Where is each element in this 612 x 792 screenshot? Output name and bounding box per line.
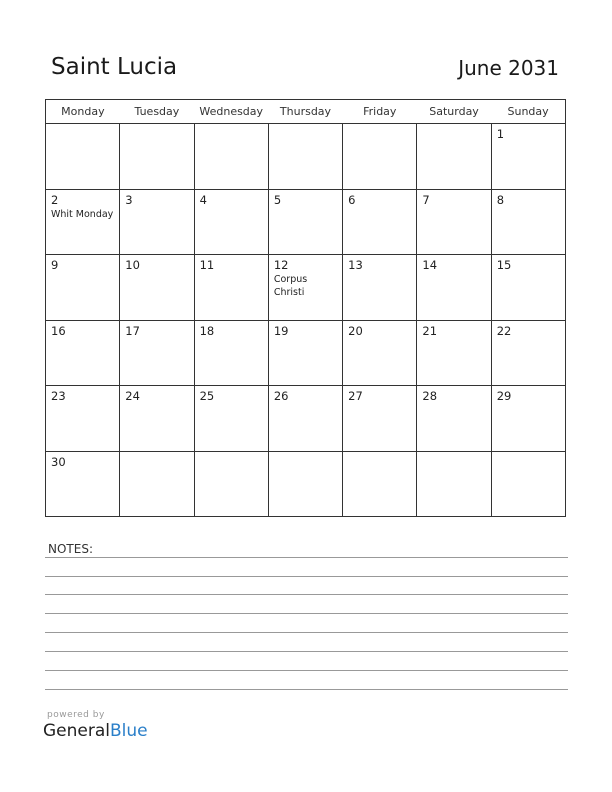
- note-line: [45, 576, 568, 577]
- day-number: 1: [496, 127, 505, 141]
- day-cell: [268, 255, 342, 321]
- day-cell: [343, 451, 417, 517]
- note-line: [45, 613, 568, 614]
- day-number: 25: [199, 389, 215, 403]
- day-number: 2: [51, 192, 59, 207]
- weekday-header: Friday: [343, 100, 417, 124]
- day-number: 27: [348, 389, 363, 403]
- day-number: 12: [273, 258, 289, 272]
- note-line: [45, 670, 568, 671]
- note-line: [45, 594, 568, 595]
- day-cell: [417, 189, 491, 255]
- day-number: 9: [51, 258, 59, 272]
- note-line: [45, 651, 568, 652]
- day-number: 5: [273, 192, 282, 207]
- day-number: 24: [125, 389, 140, 403]
- day-cell: [194, 189, 268, 255]
- day-number: 30: [51, 454, 66, 469]
- day-cell: [46, 451, 120, 517]
- powered-by-text: powered by: [47, 710, 105, 720]
- day-cell: [268, 189, 342, 255]
- day-cell: [194, 386, 268, 452]
- week-row: [46, 451, 566, 517]
- day-cell: [343, 386, 417, 452]
- day-cell: [120, 255, 194, 321]
- day-cell: [194, 124, 268, 190]
- day-number: 15: [496, 258, 512, 272]
- day-number: 7: [422, 192, 430, 207]
- day-cell: [417, 451, 491, 517]
- day-number: 13: [348, 258, 363, 272]
- day-number: 21: [422, 323, 438, 338]
- weekday-header: Tuesday: [120, 100, 194, 124]
- day-cell: [194, 255, 268, 321]
- day-cell: [417, 255, 491, 321]
- day-number: 23: [51, 389, 66, 403]
- holiday-label: Corpus Christi: [273, 274, 308, 298]
- day-cell: [268, 386, 342, 452]
- day-number: 11: [199, 258, 215, 272]
- day-cell: [343, 255, 417, 321]
- week-row: [46, 320, 566, 386]
- day-cell: [120, 386, 194, 452]
- day-number: 10: [125, 258, 140, 272]
- day-cell: [46, 320, 120, 386]
- note-line: [45, 557, 568, 558]
- day-cell: [268, 124, 342, 190]
- day-cell: [120, 124, 194, 190]
- day-cell: [194, 451, 268, 517]
- day-number: 29: [496, 389, 512, 403]
- day-number: 6: [348, 192, 356, 207]
- day-cell: [46, 189, 120, 255]
- day-cell: [343, 320, 417, 386]
- day-cell: [491, 124, 565, 190]
- day-number: 19: [273, 323, 289, 338]
- day-cell: [46, 124, 120, 190]
- day-cell: [491, 386, 565, 452]
- day-number: 18: [199, 323, 215, 338]
- day-cell: [491, 451, 565, 517]
- day-cell: [417, 320, 491, 386]
- day-cell: [120, 189, 194, 255]
- day-cell: [417, 386, 491, 452]
- day-cell: [46, 386, 120, 452]
- calendar-grid: [45, 99, 566, 517]
- weekday-header: Thursday: [268, 100, 342, 124]
- day-cell: [268, 320, 342, 386]
- day-cell: [46, 255, 120, 321]
- brand-logo: [43, 721, 148, 741]
- day-cell: [120, 451, 194, 517]
- day-number: 22: [496, 323, 512, 338]
- day-number: 17: [125, 323, 140, 338]
- day-cell: [491, 189, 565, 255]
- day-number: 26: [273, 389, 289, 403]
- week-row: [46, 386, 566, 452]
- day-cell: [417, 124, 491, 190]
- calendar-month: June 2031: [458, 56, 559, 80]
- weekday-header: Wednesday: [194, 100, 268, 124]
- weekday-header: Saturday: [417, 100, 491, 124]
- week-row: [46, 255, 566, 321]
- notes-label: NOTES:: [48, 542, 93, 556]
- weekday-header: Sunday: [491, 100, 565, 124]
- weekday-header-row: [46, 100, 566, 124]
- brand-general: General: [43, 721, 110, 741]
- day-cell: [120, 320, 194, 386]
- day-number: 8: [496, 192, 505, 207]
- weekday-header: Monday: [46, 100, 120, 124]
- day-cell: [491, 255, 565, 321]
- note-line: [45, 689, 568, 690]
- day-number: 20: [348, 323, 363, 338]
- day-number: 3: [125, 192, 133, 207]
- day-cell: [343, 124, 417, 190]
- day-number: 16: [51, 323, 66, 338]
- holiday-label: Whit Monday: [51, 208, 114, 220]
- note-line: [45, 632, 568, 633]
- day-number: 14: [422, 258, 438, 272]
- day-cell: [343, 189, 417, 255]
- calendar-title: Saint Lucia: [51, 54, 178, 80]
- day-cell: [491, 320, 565, 386]
- day-number: 4: [199, 192, 207, 207]
- week-row: [46, 189, 566, 255]
- week-row: [46, 124, 566, 190]
- brand-blue: Blue: [110, 721, 148, 741]
- day-number: 28: [422, 389, 438, 403]
- day-cell: [268, 451, 342, 517]
- day-cell: [194, 320, 268, 386]
